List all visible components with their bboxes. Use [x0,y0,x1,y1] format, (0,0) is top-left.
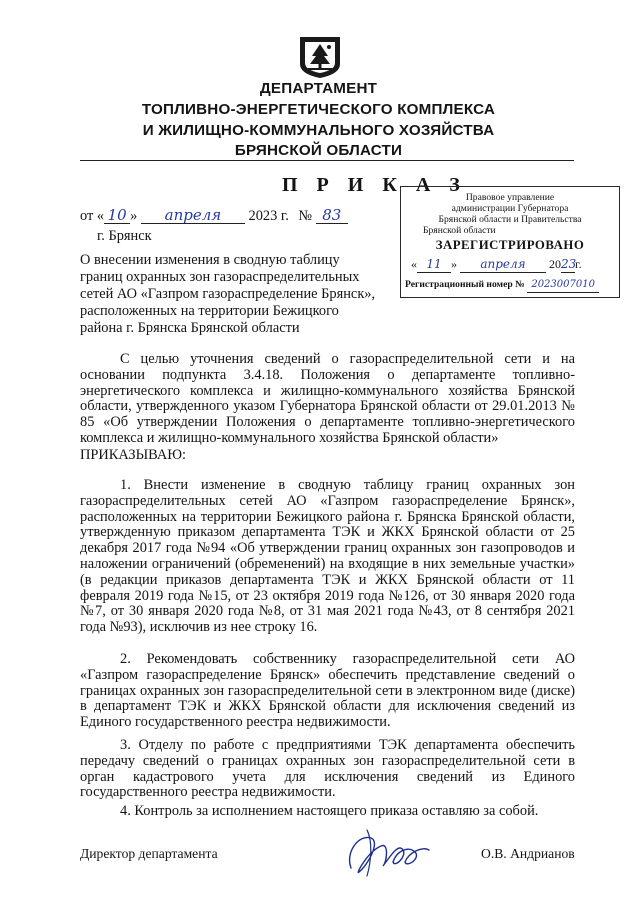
stamp-year-end: г. [575,257,582,271]
city: г. Брянск [97,228,152,244]
order-day: 10 [104,208,130,224]
order-word: ПРИКАЗЫВАЮ: [80,447,187,463]
order-item-3: 3. Отделу по работе с предприятиями ТЭК департамента обеспечить передачу сведений о границах охранных зон газораспределительной сети в орган кадастрового учета для исключения сведений из Единого государственного реестра недвижимости. [80,737,575,801]
order-item-1: 1. Внести изменение в сводную таблицу границ охранных зон газораспределительных сетей АО «Газпром газораспределение Брянск», расположенных на территории Бежицкого района г. Брянска Брянской области, утвержденную приказом департамента ТЭК и ЖКХ Брянской области от 25 декабря 2017 года №94 «Об утверждении границ охранных зон газопроводов и наложении ограничений (обременений) на входящие в них земельные участки» (в редакции приказов департамента ТЭК и ЖКХ Брянской области от 11 февраля 2019 года №15, от 23 октября 2019 года №126, от 30 января 2020 года №7, от 30 января 2020 года №8, от 31 мая 2021 года №43, от 8 сентября 2021 года №93), исключив из нее строку 16. [80,477,575,636]
handwritten-signature [337,822,437,882]
from-label: от [80,208,94,224]
subject-line-5: района г. Брянска Брянской области [80,320,300,336]
department-name-line-3: И ЖИЛИЩНО-КОММУНАЛЬНОГО ХОЗЯЙСТВА [142,122,495,139]
stamp-reg-line [405,277,599,293]
order-number: 83 [316,208,348,224]
registration-stamp [400,186,620,298]
order-date-line: от « 10 » апреля 2023 г. № 83 [80,208,348,225]
stamp-status: ЗАРЕГИСТРИРОВАНО [435,238,585,252]
order-item-2: 2. Рекомендовать собственнику газораспределительной сети АО «Газпром газораспределение Брянск» обеспечить представление сведений о границах охранных зон газораспределительной сети в электронном виде (диске) в департамент ТЭК и ЖКХ Брянской области для исключения сведений из Единого государственного реестра недвижимости. [80,651,575,731]
header-divider [80,160,574,161]
department-name-line-4: БРЯНСКОЙ ОБЛАСТИ [234,142,403,159]
stamp-year-prefix: 20 [549,257,561,271]
department-name-line-1: ДЕПАРТАМЕНТ [259,80,378,97]
stamp-line-3: Брянской области и Правительства [438,214,582,225]
number-label: № [298,208,313,224]
order-year: 2023 г. [248,208,289,224]
stamp-reg-label: Регистрационный номер № [405,279,525,290]
subject-line-4: расположенных на территории Бежицкого [80,303,339,319]
department-name-line-2: ТОПЛИВНО-ЭНЕРГЕТИЧЕСКОГО КОМПЛЕКСА [141,101,496,118]
stamp-reg-number: 2023007010 [527,277,599,293]
order-month: апреля [141,208,245,224]
preamble-paragraph: С целью уточнения сведений о газораспределительной сети и на основании подпункта 3.4.18. Положения о департаменте топливно-энергетического комплекса и жилищно-коммунального хозяйства Брянской области, утвержденного указом Губернатора Брянской области от 29.01.2013 № 85 «Об утверждении Положения о департаменте топливно-энергетического комплекса и жилищно-коммунального хозяйства Брянской области» [80,351,575,446]
subject-line-2: границ охранных зон газораспределительных [80,269,360,285]
document-title: П Р И К А З [282,174,467,196]
subject-line-1: О внесении изменения в сводную таблицу [80,252,340,268]
stamp-line-1: Правовое управление [465,192,555,203]
stamp-line-4: Брянской области [423,225,496,236]
stamp-day: 11 [417,257,451,273]
subject-line-3: сетей АО «Газпром газораспределение Брянск», [80,286,376,302]
signatory-title: Директор департамента [80,846,218,861]
order-item-4: 4. Контроль за исполнением настоящего приказа оставляю за собой. [120,803,539,819]
signatory-name: О.В. Андрианов [481,846,575,861]
stamp-month: апреля [460,257,546,273]
stamp-line-2: администрации Губернатора [451,203,569,214]
stamp-year-suffix: 23 [561,257,577,271]
coat-of-arms-emblem [297,34,343,80]
stamp-date-line: « 11 » апреля 2023г. [411,257,582,271]
